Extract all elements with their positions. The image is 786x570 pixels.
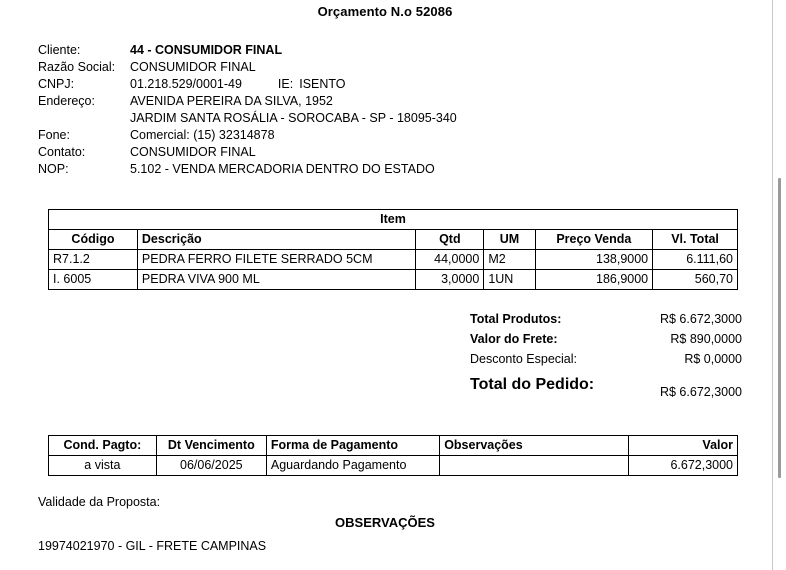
items-header-um: UM xyxy=(484,230,535,250)
payment-observacoes xyxy=(440,456,629,476)
customer-row-endereco-linha2 xyxy=(38,110,638,127)
items-header-codigo: Código xyxy=(49,230,138,250)
customer-value-endereco: AVENIDA PEREIRA DA SILVA, 1952 xyxy=(130,94,333,108)
items-table xyxy=(48,209,738,290)
customer-label-endereco: Endereço: xyxy=(38,94,95,108)
customer-label-nop: NOP: xyxy=(38,162,69,176)
item-total: 560,70 xyxy=(653,270,738,290)
customer-value-cliente: 44 - CONSUMIDOR FINAL xyxy=(130,43,283,57)
items-header-total: Vl. Total xyxy=(653,230,738,250)
items-header-preco: Preço Venda xyxy=(535,230,653,250)
customer-value-razao-social: CONSUMIDOR FINAL xyxy=(130,60,256,74)
total-pedido-row xyxy=(470,376,742,400)
customer-value-contato: CONSUMIDOR FINAL xyxy=(130,145,256,159)
item-um: 1UN xyxy=(484,270,535,290)
table-row xyxy=(49,250,738,270)
payment-forma: Aguardando Pagamento xyxy=(266,456,439,476)
payment-header-observacoes: Observações xyxy=(440,436,629,456)
customer-label-razao-social: Razão Social: xyxy=(38,60,116,74)
customer-value-endereco-linha2: JARDIM SANTA ROSÁLIA - SOROCABA - SP - 18095-340 xyxy=(130,111,457,125)
total-produtos-label: Total Produtos: xyxy=(470,312,562,326)
observacoes-title: OBSERVAÇÕES xyxy=(335,515,435,530)
total-produtos-value: R$ 6.672,3000 xyxy=(659,312,742,326)
desconto-especial-value: R$ 0,0000 xyxy=(684,352,742,366)
customer-info-block xyxy=(38,42,638,178)
item-descricao: PEDRA FERRO FILETE SERRADO 5CM xyxy=(137,250,415,270)
customer-row-endereco xyxy=(38,93,638,110)
payment-valor: 6.672,3000 xyxy=(629,456,738,476)
items-table-section-row xyxy=(49,210,738,230)
validade-proposta-label: Validade da Proposta: xyxy=(38,495,161,509)
payment-vencimento: 06/06/2025 xyxy=(156,456,266,476)
total-pedido-label: Total do Pedido: xyxy=(470,376,595,393)
customer-label-fone: Fone: xyxy=(38,128,70,142)
page-title: Orçamento N.o 52086 xyxy=(317,4,453,19)
item-um: M2 xyxy=(484,250,535,270)
payment-header-cond: Cond. Pagto: xyxy=(49,436,157,456)
item-descricao: PEDRA VIVA 900 ML xyxy=(137,270,415,290)
item-qtd: 3,0000 xyxy=(416,270,484,290)
customer-value-ie: ISENTO xyxy=(299,77,346,91)
valor-frete-label: Valor do Frete: xyxy=(470,332,558,346)
valor-frete-row xyxy=(470,332,742,352)
customer-row-fone xyxy=(38,127,638,144)
payment-table-header-row xyxy=(49,436,738,456)
payment-header-valor: Valor xyxy=(629,436,738,456)
item-total: 6.111,60 xyxy=(653,250,738,270)
items-header-qtd: Qtd xyxy=(416,230,484,250)
customer-row-contato xyxy=(38,144,638,161)
desconto-especial-label: Desconto Especial: xyxy=(470,352,578,366)
item-preco: 138,9000 xyxy=(535,250,653,270)
payment-conditions-table xyxy=(48,435,738,476)
customer-value-fone: Comercial: (15) 32314878 xyxy=(130,128,275,142)
customer-label-cliente: Cliente: xyxy=(38,43,81,57)
item-preco: 186,9000 xyxy=(535,270,653,290)
payment-cond: a vista xyxy=(49,456,157,476)
observacoes-text: 19974021970 - GIL - FRETE CAMPINAS xyxy=(38,539,267,553)
customer-label-cnpj: CNPJ: xyxy=(38,77,75,91)
customer-value-cnpj: 01.218.529/0001-49 xyxy=(130,77,242,91)
item-qtd: 44,0000 xyxy=(416,250,484,270)
customer-label-ie: IE: xyxy=(277,77,294,91)
customer-row-razao-social xyxy=(38,59,638,76)
item-codigo: R7.1.2 xyxy=(49,250,138,270)
customer-label-contato: Contato: xyxy=(38,145,86,159)
table-row xyxy=(49,456,738,476)
customer-row-cnpj xyxy=(38,76,638,93)
desconto-especial-row xyxy=(470,352,742,372)
total-pedido-value: R$ 6.672,3000 xyxy=(659,385,742,399)
customer-row-cliente xyxy=(38,42,638,59)
items-header-descricao: Descrição xyxy=(137,230,415,250)
vertical-scrollbar[interactable] xyxy=(772,0,786,570)
customer-row-nop xyxy=(38,161,638,178)
table-row xyxy=(49,270,738,290)
payment-header-forma: Forma de Pagamento xyxy=(266,436,439,456)
items-table-section-title: Item xyxy=(49,210,738,230)
valor-frete-value: R$ 890,0000 xyxy=(670,332,742,346)
items-table-header-row xyxy=(49,230,738,250)
vertical-scrollbar-thumb[interactable] xyxy=(778,178,781,478)
customer-value-nop: 5.102 - VENDA MERCADORIA DENTRO DO ESTADO xyxy=(130,162,435,176)
totals-block xyxy=(470,312,742,400)
item-codigo: I. 6005 xyxy=(49,270,138,290)
payment-header-vencimento: Dt Vencimento xyxy=(156,436,266,456)
total-produtos-row xyxy=(470,312,742,332)
